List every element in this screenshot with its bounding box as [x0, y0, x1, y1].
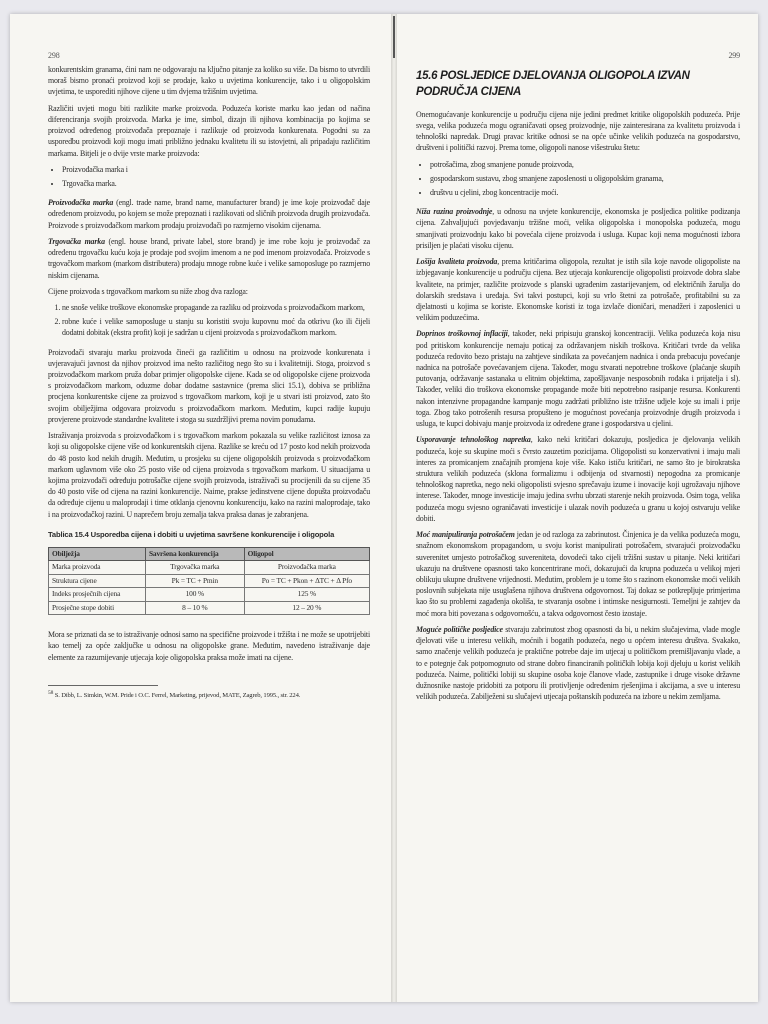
- table-cell: Struktura cijene: [49, 574, 146, 588]
- right-section-2-text: , prema kritičarima oligopola, rezultat je istih sila koje navode oligopoliste na izbjegavanje konkurencije u području cijena. Bez utjecaja konkurencije oligopolisti proizvode dobra slabe kvalitete, na primjer, različite proizvode s planski ugrađenim zastarijevanjem, od električnih žarulja do dolarskih sredstava i uređaja. Svi takvi postupci, koji su vrlo štetni za potrošače, profitabilni su za djelatnosti u kojima se koriste. Ekonomske koristi iz toga izvlače dioničari, menadžeri i zaposlenici u velikim poduzećima.: [416, 257, 740, 323]
- table-row: [49, 561, 370, 575]
- left-paragraph-5: Cijene proizvoda s trgovačkom markom su niže zbog dva razloga:: [48, 286, 248, 296]
- left-paragraph-4: [48, 236, 370, 281]
- footnote-divider: [48, 685, 158, 686]
- book-gutter: [391, 14, 397, 1002]
- term-politicke-posljedice: Moguće političke posljedice: [416, 624, 503, 634]
- left-paragraph-4-text: (engl. house brand, private label, store brand) je ime robe koju je proizvođač za određenu trgovačku kuću koja je prodaje pod svojim imenom a ne pod imenom proizvođača. Proizvode s trgovačkom markom (markom distributera) prodaju mnoge robne kuće i velike samoposluge po razmjerno niskim cijenama.: [48, 236, 370, 280]
- table-row: [49, 601, 370, 615]
- term-losija-kvaliteta: Lošija kvaliteta proizvoda: [416, 257, 498, 267]
- right-bullet-list: [416, 159, 740, 199]
- table-cell: 8 – 10 %: [145, 601, 244, 615]
- footnote: [48, 690, 370, 701]
- right-section-4-text: , kako neki kritičari dokazuju, posljedica je djelovanja velikih poduzeća, koje su skupine moći s čvrsto zauzetim pozicijama. Oligopolisti su konzervativni i imaju mali interes za promicanjem značajnih promjena koje više. Kako ističu kritičari, ne samo što je birokratska struktura velikih poduzeća (sklona formalizmu i odbijenja od stvarnosti) nepogodna za promicanje tehnološkog napretka, nego neki oligopolisti svjesno sprečavaju izume i inovacije koji ugrožavaju njihove interese. Također, mnoge investicije imaju jedina svrhu ubrzati starenje nekih proizvoda. Osim toga, velika poduzeća mogu svjesno ograničavati investicije i ulazak novih poduzeća u granu u kojoj ostvaruju velike dobiti.: [416, 435, 740, 523]
- list-item: 2. robne kuće i velike samoposluge u stanju su koristiti svoju kupovnu moć da otkrivu (ko ili čijeli dodatni dobitak (ekstra profit) koji je sadržan u cijeni proizvoda s proizvođačkom markom.: [62, 316, 370, 338]
- term-niza-razina: Niža razina proizvodnje: [416, 207, 493, 217]
- table-header-cell: Oligopol: [244, 547, 369, 561]
- term-moc-manipuliranja: Moć manipuliranja potrošačem: [416, 530, 515, 540]
- left-paragraph-8: Mora se priznati da se to istraživanje odnosi samo na specifične proizvode i tržišta i ne može se upotrijebiti kao temelj za opće zaključke u odnosu na oligopolske grane. Međutim, navedeno istraživanje daje elemente za razumijevanje utjecaja koje oligopolska praksa može imati na cijene.: [48, 630, 370, 662]
- table-cell: Indeks prosječnih cijena: [49, 588, 146, 602]
- comparison-table: [48, 547, 370, 616]
- left-paragraph-6: Proizvođači stvaraju marku proizvoda čineći ga različitim u odnosu na proizvode konkurenata i uvjeravajući javnost da njihov proizvod ima nešto različitog nego što su i kvalitetniji. Stoga, proizvod s proizvođačkom markom pruža dobar primjer oligopolske cijene. Kada se od oligopolske cijene proizvoda s proizvođačkom markom, oduzme dobar dodatne sastavnice (prema slici 15.1), dobiva se približna procjena konkurentske cijene za proizvod s trgovačkom markom, koji je u stvari isti proizvod, zato što svojim obilježjima odgovara proizvodu s proizvođačkom markom. Međutim, kupci radije kupuju provjerene proizvode standardne kvalitete i stoga su suzdržljivi prema novim ponudama.: [48, 347, 370, 424]
- right-section-5: [416, 529, 740, 619]
- table-cell: Proizvođačka marka: [244, 561, 369, 575]
- gutter-shadow-mark: [393, 16, 395, 58]
- term-doprinos-inflaciji: Doprinos troškovnoj inflaciji: [416, 329, 508, 339]
- table-cell: Prosječne stope dobiti: [49, 601, 146, 615]
- right-section-4: [416, 434, 740, 524]
- footnote-text: S. Dibb, L. Simkin, W.M. Pride i O.C. Ferrel, Marketing, prijevod, MATE, Zagreb, 1995., str. 224.: [54, 692, 301, 700]
- right-section-1-text: , u odnosu na uvjete konkurencije, ekonomska je posljedica politike podizanja cijena. Zahvaljujući povjeđavanju tržišne moći, velika oligopolska i monopolska poduzeća, mogu smanjivati proizvodnju kako bi povećala cijene proizvoda i usluga. Kupac koji nema mogućnosti izbora prisiljen je plaćati visoku cijenu.: [416, 207, 740, 250]
- table-caption: Tablica 15.4 Usporedba cijena i dobiti u uvjetima savršene konkurencije i oligopola: [48, 529, 335, 539]
- section-heading: 15.6 POSLJEDICE DJELOVANJA OLIGOPOLA IZVAN PODRUČJA CIJENA: [416, 70, 690, 99]
- left-paragraph-7: Istraživanja proizvoda s proizvođačkom i s trgovačkom markom pokazala su velike razlićitost iznosa za koji su oligopolske cijene više od konkurentskih cijena. Razlike se kreću od 17 posto kod nekih proizvoda do 48 posto kod nekih drugih. Međutim, u prosjeku su cijene oligopolskih proizvoda s proizvođačkom markom uglavnom više oko 25 posto više od cijena proizvoda s trgovačkom markom. U situacijama u kojima proizvođači određuju potrošačke cijene svojih proizvoda, istraživači su procijenili da su cijene 35 do 40 posto više od cijena na razini konkurencije. Naime, prakse jedinstvene cijene dopušta proizvođaču da određuje cijenu u maloprodaji i time otklanja cjenovnu konkurenciju, kako na razini maloprodaje, tako i na proizvođačkoj razini. U naprečem broju zemalja takva praksa danas je zabranjena.: [48, 431, 370, 519]
- table-cell: Marka proizvoda: [49, 561, 146, 575]
- table-row: [49, 574, 370, 588]
- left-page-number: 298: [48, 51, 60, 60]
- left-numbered-list: [48, 302, 370, 339]
- left-page: [48, 50, 370, 982]
- table-header-row: [49, 547, 370, 561]
- table-row: [49, 588, 370, 602]
- table-header-cell: Savršena konkurencija: [145, 547, 244, 561]
- list-item: • gospodarskom sustavu, zbog smanjene zaposlenosti u oligopolskim granama,: [430, 173, 740, 184]
- left-paragraph-2: Različiti uvjeti mogu biti razlikite marke proizvoda. Poduzeća koriste marku kao jedan od načina diferenciranja svojih proizvoda. Marka je ime, simbol, dizajn ili njihova kombinacija po kojima se proizvod određenog proizvođača prepoznaje i razlikuje od proizvoda konkurenata. Pogodni su za usporedbu proizvodi koji mogu imati približno jednaku kvalitetu ili su istovjetni, ali pripadaju različitim markama. Bitjeli je o dvije vrste marke proizvoda:: [48, 103, 370, 158]
- left-bullet-list: [48, 164, 370, 189]
- list-item: • Proizvođačka marka i: [62, 164, 370, 175]
- term-proizvodacka-marka: Proizvođačka marka: [48, 198, 114, 208]
- term-trgovacka-marka: Trgovačka marka: [48, 236, 105, 246]
- book-spread: [10, 14, 758, 1002]
- right-section-2: [416, 256, 740, 323]
- right-section-3: [416, 328, 740, 429]
- right-page-number: 299: [728, 51, 740, 60]
- list-item: • društvu u cjelini, zbog koncentracije moći.: [430, 187, 740, 198]
- table-cell: 125 %: [244, 588, 369, 602]
- table-cell: 12 – 20 %: [244, 601, 369, 615]
- right-section-6-text: stvaraju zabrinutost zbog opasnosti da bi, u nekim slučajevima, vlade mogle djelovati više u interesu velikih, moćnih i bogatih poduzeća, nego u općem interesu društva. Svakako, samo značenje velikih poduzeća je praktične potrebe daje im utjecaj u političkom premišljavanju vlade, a to e potegnje čak potpomognuto od strane dobro financiranih političkih lobija koji djeluju u korist velikih poduzeća. Naime, politički lobiji su skupine osoba koje članove vlade, zastupnike i druge visoke državne dužnosnike nastoje pridobiti za potporu ili protivljenje određenim rješenjima i akcijama, a sve u interesu velikih poduzeća. Zabilježeni su slučajevi utjecaja poštanskih poduzeća na izbore u nekim zemljama.: [416, 624, 740, 702]
- right-page: [416, 50, 740, 982]
- left-paragraph-1: konkurentskim granama, ćini nam ne odgovaraju na ključno pitanje za koliko su više. Da bismo to utvrdili moraš bismo pronaći proizvod koji se prodaje, kako u uvjetima konkurencije, tako i u oligopolskim uvjetima, te usporediti njihove cijene u tim dvjema tržišnim uvjetima.: [48, 65, 370, 97]
- list-item: 1. ne snoše velike troškove ekonomske propagande za razliku od proizvoda s proizvođačkom markom,: [62, 302, 370, 313]
- table-header-cell: Obilježja: [49, 547, 146, 561]
- left-paragraph-3-text: (engl. trade name, brand name, manufacturer brand) je ime koje proizvođač daje određenom proizvodu, po kojem se može prepoznati i razlikovati od sličnih proizvoda drugih proizvođača. Proizvode s proizvođačkom markom prodaju proizvođači po razmjerno visokim cijenama.: [48, 198, 370, 230]
- right-paragraph-1: Onemogućavanje konkurencije u području cijena nije jedini predmet kritike oligopolskih poduzeća. Prije svega, velika poduzeća mogu ograničavati opseg proizvodnje, nije zainteresirana za kvalitetu proizvoda i tehnološki napredak. Drugi pravac kritike odnosi se na opće učinke velikih poduzeća na gospodarstvo, društveni i politički razvoj. Prema tome, oligopoli nanose višestruku štetu:: [416, 109, 740, 153]
- term-usporavanje-napretka: Usporavanje tehnološkog napretka: [416, 435, 531, 445]
- footnote-marker: 58: [48, 689, 54, 696]
- list-item: • potrošačima, zbog smanjene ponude proizvoda,: [430, 159, 740, 170]
- right-section-3-text: , također, neki pripisuju granskoj koncentraciji. Velika poduzeća koja nisu pod pritiskom konkurencije nemaju poticaj za održavanjem niskih troškova. Kritičari tvrde da velika poduzeća redovito bezo pristaju na zahtjeve sindikata za povećanjem nadnica i onda prebacuju povećanje nadnica na potrošače povećavanjem cijena. Također, mogu stvarati nepotrebne troškove (plaćanje skupih putovanja, održavanje sastanaka u elitnim objektima, zapošljavanje nesposobnih rođaka i prijatelja i sl). Također, veliki dio troškova ekonomske propagande može biti nepotrebno rasipanje resursa. Konkurenti nakon intenzivne propagandne kampanje mogu zadržati približno iste tržišne udjele koje su imali i prije toga. Zbog tako potrošenih resursa propušteno je mogućnost povećanja proizvodnje drugih proizvoda i usluga, te kupci dobivaju manje proizvoda iz određene grane i gospodarstva u cjelini.: [416, 329, 740, 429]
- table-cell: 100 %: [145, 588, 244, 602]
- table-cell: Trgovačka marka: [145, 561, 244, 575]
- list-item: • Trgovačka marka.: [62, 178, 370, 189]
- right-section-6: [416, 624, 740, 703]
- right-section-5-text: jedan je od razloga za zabrinutost. Činjenica je da velika poduzeća mogu, snažnom ekonomskom propagandom, u svoju korist manipulirati potrošačem, stvarajući proizvođačku suverenitet umjesto potrošačkog suvereniteta, dovodeći tako cijeli tržišni sustav u pitanje. Neki kritičari ukazuju na društvene opasnosti tako koncentrirane moći, dokazujući da krupna poduzeća u velikoj mjeri oblikuju ukupne društvene vrijednosti. Međutim, problem je u tome što s razinom ekonomske moći velikih poslovnih subjekata nije usuglašena njihova društvena odgovornost. Taj dokaz se potkrepljuje primjerima kao što su problemi zagađenja okoliša, te stvaranja osobne i intimske nesigurnosti. Temeljni je zahtjev da moć mora biti povezana s odgovornošću, a takva odgovornost često izostaje.: [416, 530, 740, 618]
- table-cell: Pk = TC + Pmin: [145, 574, 244, 588]
- table-cell: Po = TC + Pkon + ΔTC + Δ Pfo: [244, 574, 369, 588]
- right-section-1: [416, 206, 740, 251]
- left-paragraph-3: [48, 197, 370, 231]
